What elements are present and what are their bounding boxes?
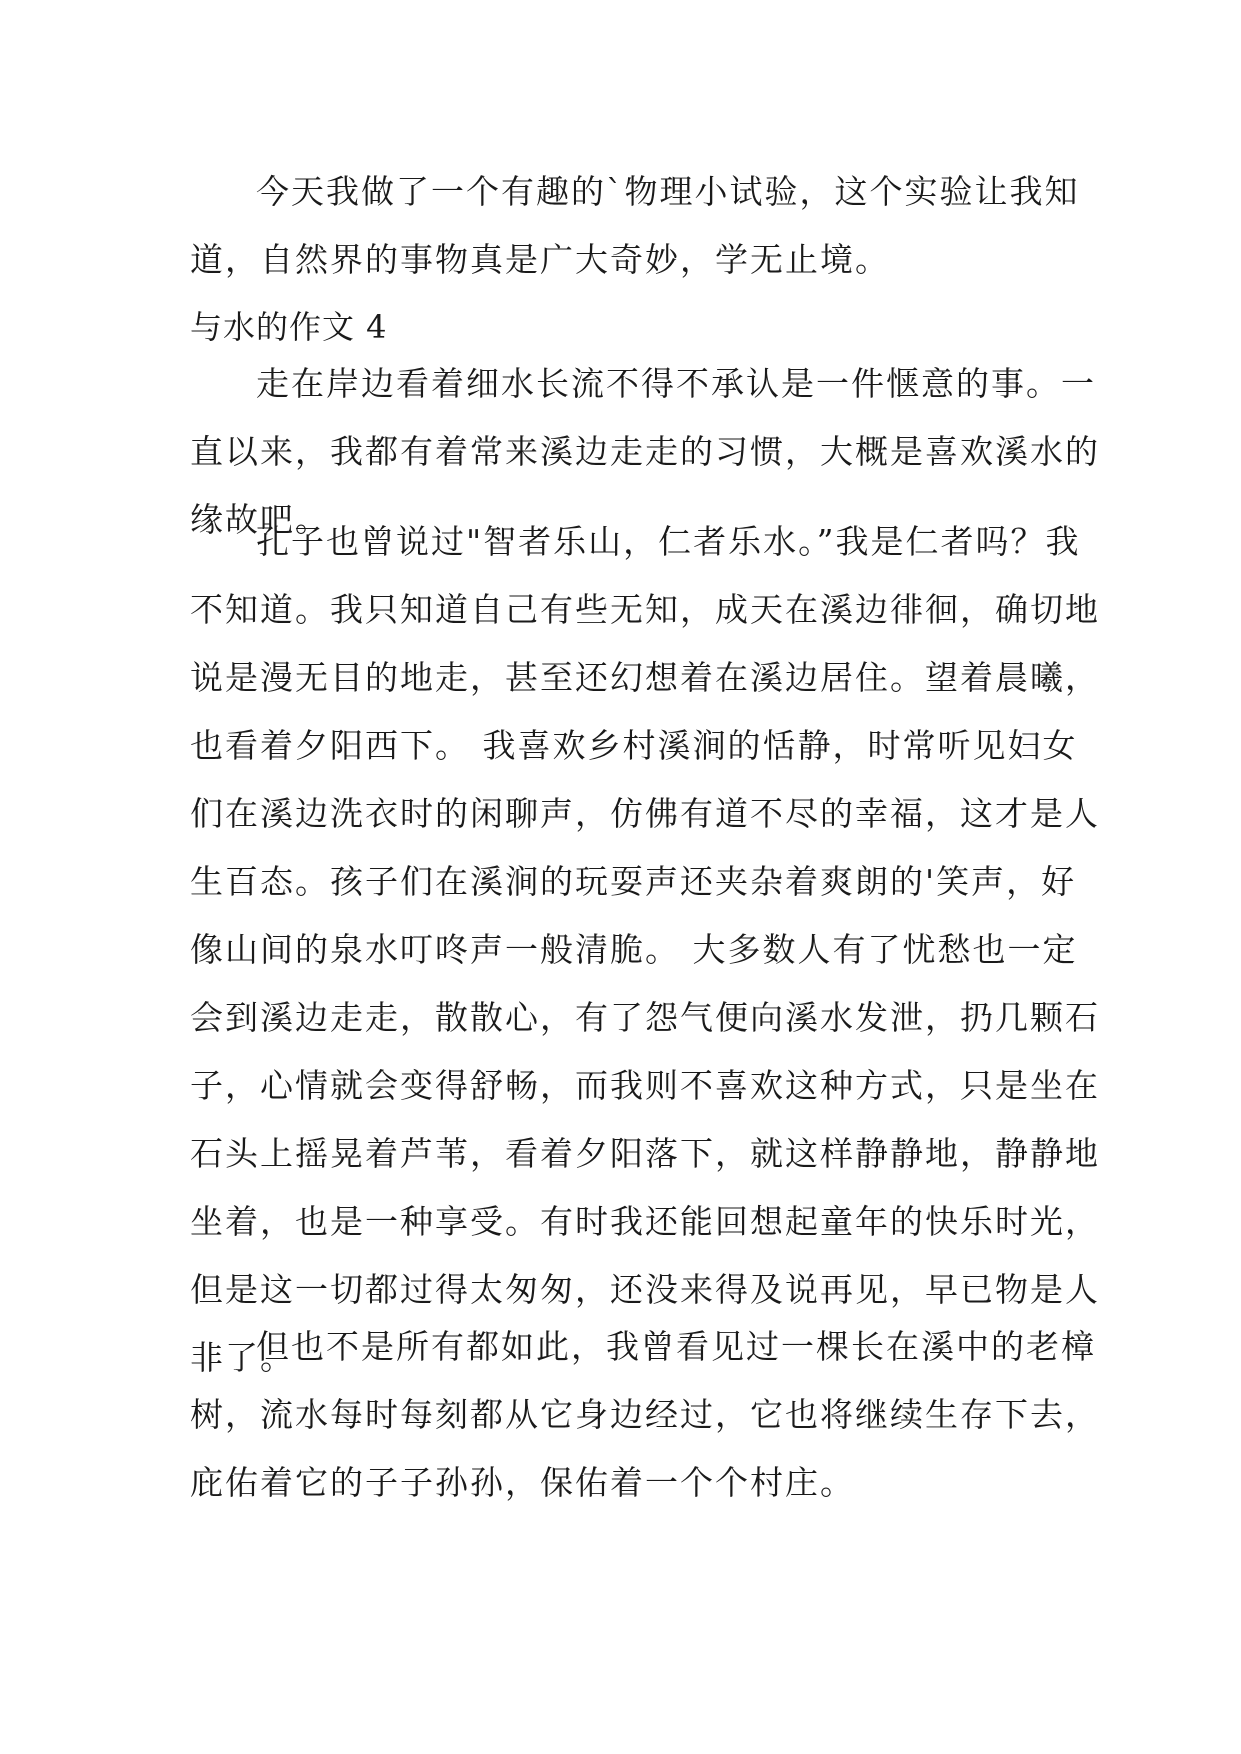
text-line: 道，自然界的事物真是广大奇妙，学无止境。 <box>190 240 890 279</box>
text-line: 但也不是所有都如此，我曾看见过一棵长在溪中的老樟 <box>256 1327 1096 1366</box>
text-line: 也看着夕阳西下。 我喜欢乡村溪涧的恬静，时常听见妇女 <box>190 726 1078 765</box>
text-line: 说是漫无目的地走，甚至还幻想着在溪边居住。望着晨曦， <box>190 658 1100 697</box>
text-line: 石头上摇晃着芦苇，看着夕阳落下，就这样静静地，静静地 <box>190 1134 1100 1173</box>
paragraph-3 <box>190 1313 1100 1517</box>
text-line: 走在岸边看着细水长流不得不承认是一件惬意的事。一 <box>256 364 1096 403</box>
text-line: 非了。 <box>190 1338 295 1377</box>
text-line: 孔子也曾说过"智者乐山，仁者乐水。”我是仁者吗？我 <box>256 522 1081 561</box>
text-line: 会到溪边走走，散散心，有了怨气便向溪水发泄，扔几颗石 <box>190 998 1100 1037</box>
text-line: 子，心情就会变得舒畅，而我则不喜欢这种方式，只是坐在 <box>190 1066 1100 1105</box>
text-line: 坐着，也是一种享受。有时我还能回想起童年的快乐时光， <box>190 1202 1100 1241</box>
intro-paragraph <box>190 158 1080 294</box>
text-line: 像山间的泉水叮咚声一般清脆。 大多数人有了忧愁也一定 <box>190 930 1078 969</box>
text-line: 树，流水每时每刻都从它身边经过，它也将继续生存下去， <box>190 1395 1100 1434</box>
text-line: 但是这一切都过得太匆匆，还没来得及说再见，早已物是人 <box>190 1270 1100 1309</box>
paragraph-2 <box>190 508 1100 1392</box>
text-line: 庇佑着它的子子孙孙，保佑着一个个村庄。 <box>190 1463 855 1502</box>
text-line: 今天我做了一个有趣的`物理小试验，这个实验让我知 <box>256 172 1080 211</box>
text-line: 不知道。我只知道自己有些无知，成天在溪边徘徊，确切地 <box>190 590 1100 629</box>
text-line: 直以来，我都有着常来溪边走走的习惯，大概是喜欢溪水的 <box>190 432 1100 471</box>
text-line: 缘故吧。 <box>190 500 330 539</box>
text-line: 们在溪边洗衣时的闲聊声，仿佛有道不尽的幸福，这才是人 <box>190 794 1100 833</box>
section-heading: 与水的作文 4 <box>190 308 388 346</box>
text-line: 生百态。孩子们在溪涧的玩耍声还夹杂着爽朗的'笑声，好 <box>190 862 1077 901</box>
